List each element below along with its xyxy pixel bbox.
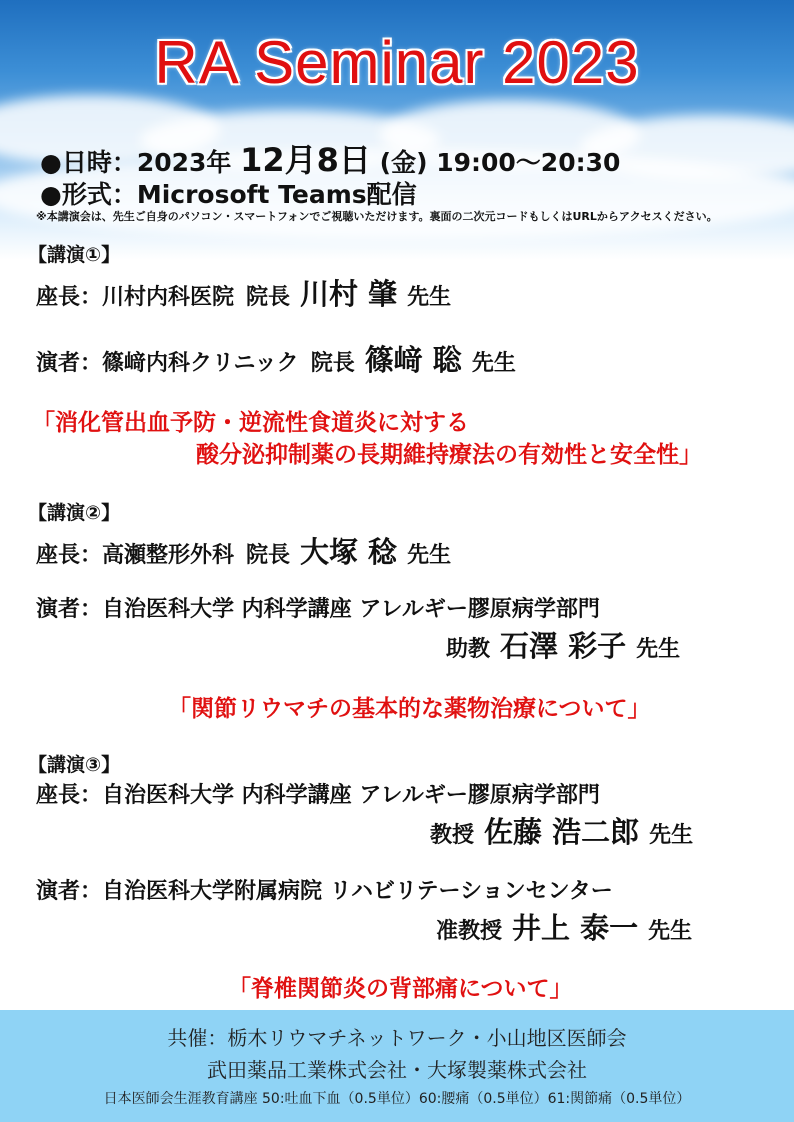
chair-affiliation: 座長：高瀬整形外科 — [36, 543, 235, 568]
speaker-name: 井上 泰一 — [512, 911, 639, 945]
speaker-suffix: 先生 — [648, 919, 693, 944]
lecture1-heading: 【講演①】 — [28, 244, 121, 266]
speaker-suffix: 先生 — [636, 637, 681, 662]
lecture3-chair — [430, 810, 693, 851]
date-big: 12月8日 — [240, 141, 371, 179]
speaker-name: 石澤 彩子 — [500, 629, 627, 663]
speaker-role: 院長 — [310, 351, 355, 376]
lecture2-chair — [36, 530, 451, 571]
date-label: ●日時：2023年 — [40, 148, 232, 177]
lecture1-title-line2: 酸分泌抑制薬の長期維持療法の有効性と安全性」 — [196, 442, 702, 468]
speaker-suffix: 先生 — [471, 351, 516, 376]
chair-name: 大塚 稔 — [300, 535, 398, 569]
sponsor-line2: 武田薬品工業株式会社・大塚製薬株式会社 — [207, 1058, 587, 1082]
lecture2-speaker-affiliation: 演者：自治医科大学 内科学講座 アレルギー膠原病学部門 — [36, 597, 600, 622]
lecture1-chair — [36, 272, 451, 313]
chair-suffix: 先生 — [407, 285, 452, 310]
sponsor-line1: 共催：栃木リウマチネットワーク・小山地区医師会 — [167, 1026, 627, 1050]
chair-name: 佐藤 浩二郎 — [484, 815, 640, 849]
lecture2-heading: 【講演②】 — [28, 502, 121, 524]
chair-name: 川村 肇 — [300, 277, 398, 311]
lecture3-chair-affiliation: 座長：自治医科大学 内科学講座 アレルギー膠原病学部門 — [36, 783, 600, 808]
sponsor-footer — [0, 1010, 794, 1122]
chair-role: 院長 — [246, 543, 291, 568]
lecture1-title-line1: 「消化管出血予防・逆流性食道炎に対する — [32, 410, 469, 436]
date-dow: (金) — [379, 148, 428, 177]
speaker-role: 助教 — [446, 637, 491, 662]
chair-suffix: 先生 — [407, 543, 452, 568]
lecture3-title: 「脊椎関節炎の背部痛について」 — [228, 976, 573, 1002]
lecture2-title: 「関節リウマチの基本的な薬物治療について」 — [168, 696, 651, 722]
cme-credits: 日本医師会生涯教育講座 50:吐血下血（0.5単位）60:腰痛（0.5単位）61:関節痛（0.5単位） — [103, 1091, 691, 1107]
chair-role: 院長 — [246, 285, 291, 310]
lecture3-speaker-affiliation: 演者：自治医科大学附属病院 リハビリテーションセンター — [36, 879, 613, 904]
lecture1-speaker — [36, 338, 516, 379]
speaker-name: 篠﨑 聡 — [364, 343, 462, 377]
lecture3-heading: 【講演③】 — [28, 754, 121, 776]
date-time: 19:00～20:30 — [436, 148, 621, 177]
chair-role: 教授 — [430, 823, 475, 848]
lecture3-speaker — [436, 906, 692, 947]
page-title: RA Seminar 2023 — [154, 29, 640, 96]
speaker-affiliation: 演者：篠﨑内科クリニック — [36, 351, 299, 376]
chair-suffix: 先生 — [649, 823, 694, 848]
lecture2-speaker — [446, 624, 680, 665]
speaker-role: 准教授 — [436, 919, 503, 944]
access-note: ※本講演会は、先生ご自身のパソコン・スマートフォンでご視聴いただけます。裏面の二次元コードもしくはURLからアクセスください。 — [36, 210, 718, 223]
chair-affiliation: 座長：川村内科医院 — [36, 285, 235, 310]
format-line: ●形式：Microsoft Teams配信 — [40, 180, 417, 209]
